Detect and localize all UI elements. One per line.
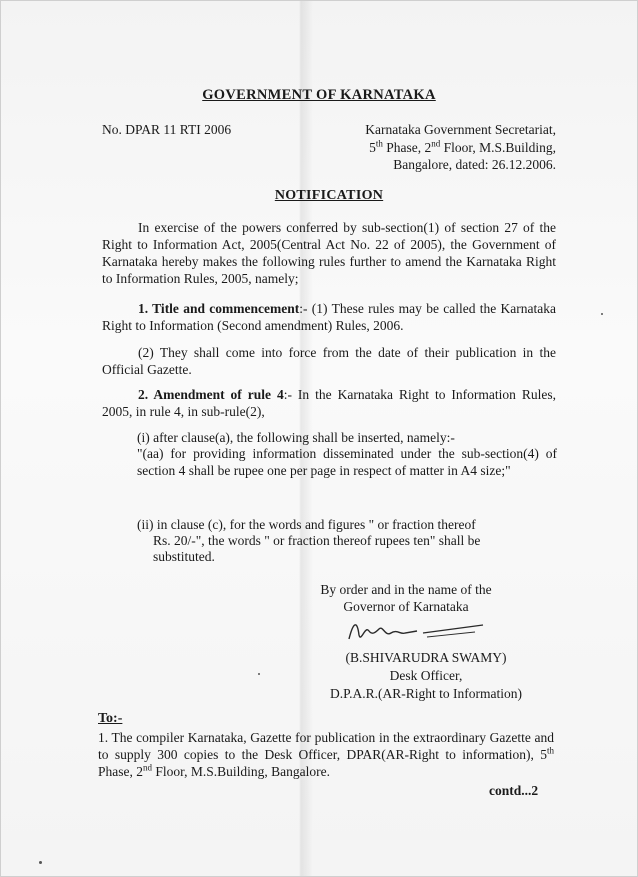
address-line-2: [331, 139, 556, 157]
signatory-block: [281, 649, 571, 703]
rule-1-paragraph: [102, 300, 556, 334]
address-building: Floor, M.S.Building,: [440, 139, 556, 155]
order-line-1: By order and in the name of the: [320, 582, 492, 597]
document-title: GOVERNMENT OF KARNATAKA: [202, 87, 436, 103]
order-block: [301, 581, 511, 615]
continuation-marker: contd...2: [489, 783, 539, 798]
signatory-name: (B.SHIVARUDRA SWAMY): [345, 650, 507, 665]
address-phase-number: 5: [369, 139, 376, 155]
address-date-line: Bangalore, dated: 26.12.2006.: [393, 157, 556, 172]
reference-number: No. DPAR 11 RTI 2006: [102, 122, 232, 137]
distribution-item-1-text: 1. The compiler Karnataka, Gazette for publication in the extraordinary Gazette and to supply 300 copies to the Desk Officer, DPAR(AR-Right to information), 5: [98, 730, 554, 762]
rule-1-subrule-2: (2) They shall come into force from the date of their publication in the Official Gazette.: [102, 345, 556, 377]
distribution-item-1-building: Floor, M.S.Building, Bangalore.: [152, 764, 330, 779]
address-sup-nd: nd: [431, 138, 441, 148]
distribution-item-1-floor: Phase, 2: [98, 764, 143, 779]
distribution-sup-th: th: [546, 745, 554, 756]
rule-1-heading: 1. Title and commencement: [138, 301, 300, 316]
clause-2-line-2: Rs. 20/-", the words " or fraction thereof rupees ten" shall be: [153, 533, 481, 548]
intro-paragraph: In exercise of the powers conferred by sub-section(1) of section 27 of the Right to Information Act, 2005(Central Act No. 22 of 2005), the Government of Karnataka hereby makes the following rules further to amend the Karnataka Right to Information Rules, 2005, namely;: [102, 220, 556, 286]
clause-2-line-1: (ii) in clause (c), for the words and figures " or fraction thereof: [137, 517, 476, 532]
clause-2-line-3: substituted.: [153, 549, 215, 564]
clause-1-quote: "(aa) for providing information disseminated under the sub-section(4) of section 4 shall be rupee one per page in respect of matter in A4 size;": [137, 446, 557, 478]
distribution-sup-nd: nd: [143, 762, 152, 773]
signatory-department: D.P.A.R.(AR-Right to Information): [330, 686, 522, 701]
rule-2-text: :- In the Karnataka Right to Information Rules, 2005, in rule 4, in sub-rule(2),: [102, 387, 557, 419]
rule-1-text: :- (1) These rules may be called the Karnataka Right to Information (Second amendment) Rules, 2006.: [102, 301, 557, 333]
clause-1-intro: (i) after clause(a), the following shall be inserted, namely:-: [137, 430, 455, 445]
scan-speck: [601, 313, 603, 315]
rule-2-heading: 2. Amendment of rule 4: [138, 387, 284, 402]
notification-heading: NOTIFICATION: [274, 188, 384, 203]
address-block: [331, 121, 556, 174]
address-floor-text: Phase, 2: [382, 139, 432, 155]
scan-speck: [39, 861, 42, 864]
signatory-designation: Desk Officer,: [389, 668, 463, 683]
order-line-2: Governor of Karnataka: [343, 599, 469, 614]
scan-speck: [258, 673, 260, 675]
address-sup-th: th: [375, 138, 383, 148]
address-line-1: Karnataka Government Secretariat,: [365, 122, 556, 137]
to-label: To:-: [98, 711, 123, 726]
handwritten-signature-icon: [345, 613, 485, 647]
rule-2-paragraph: [102, 386, 556, 420]
distribution-item-1: [98, 729, 554, 780]
